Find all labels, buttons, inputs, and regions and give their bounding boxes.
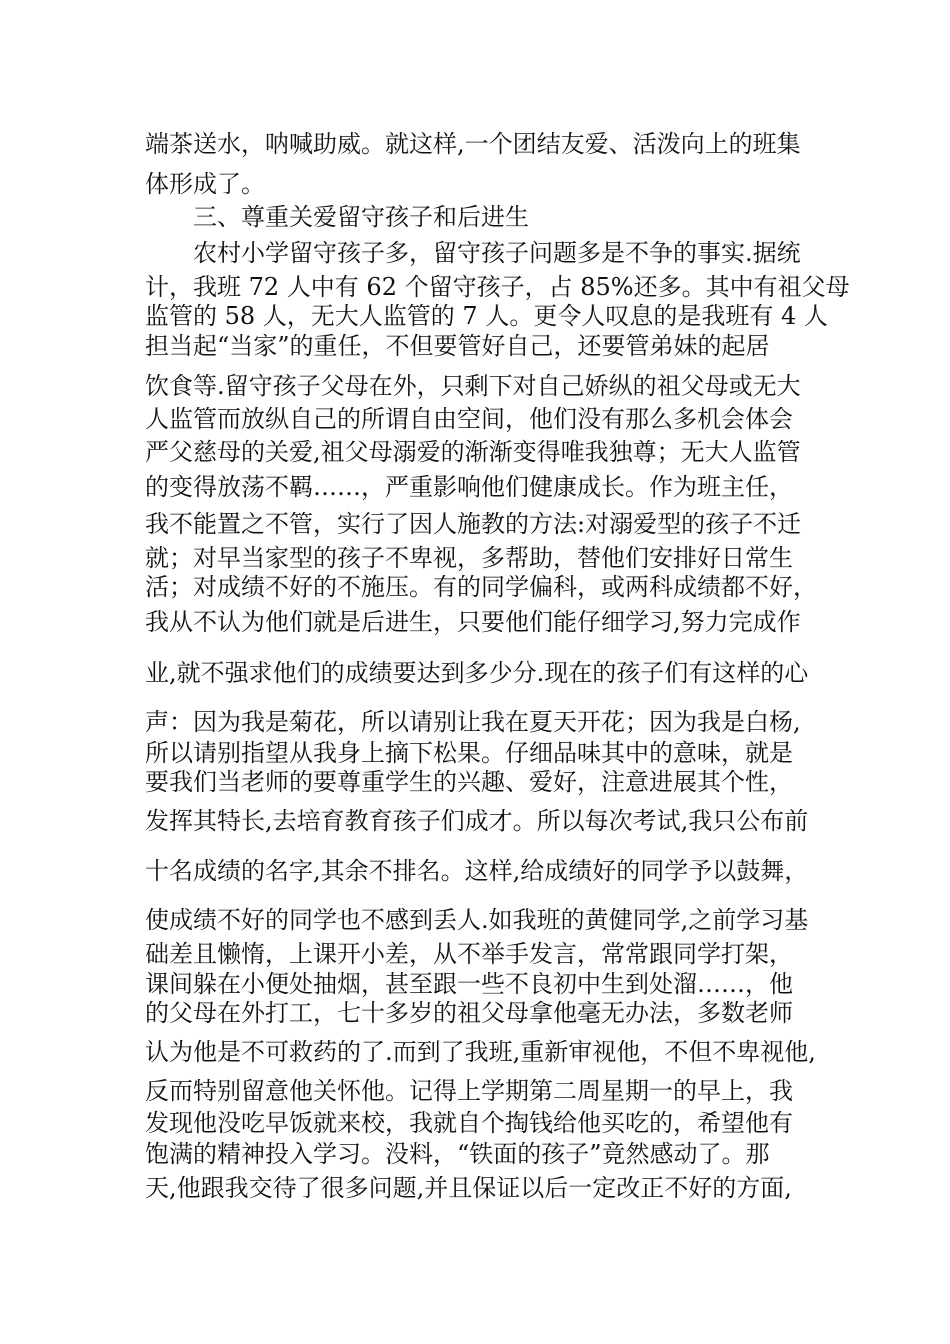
text-line: 活；对成绩不好的不施压。有的同学偏科，或两科成绩都不好， xyxy=(145,573,817,601)
text-line: 监管的 58 人，无大人监管的 7 人。更令人叹息的是我班有 4 人 xyxy=(145,302,828,330)
text-line: 的父母在外打工，七十多岁的祖父母拿他毫无办法，多数老师 xyxy=(145,999,793,1027)
section-heading: 三、尊重关爱留守孩子和后进生 xyxy=(193,203,529,231)
text-line: 饱满的精神投入学习。没料，“铁面的孩子”竟然感动了。那 xyxy=(145,1140,770,1168)
text-line: 所以请别指望从我身上摘下松果。仔细品味其中的意味，就是 xyxy=(145,739,793,767)
text-line: 严父慈母的关爱,祖父母溺爱的渐渐变得唯我独尊；无大人监管 xyxy=(145,438,801,466)
text-line: 发现他没吃早饭就来校，我就自个掏钱给他买吃的，希望他有 xyxy=(145,1109,793,1137)
text-line: 课间躲在小便处抽烟，甚至跟一些不良初中生到处溜……，他 xyxy=(145,970,793,998)
text-line: 础差且懒惰，上课开小差，从不举手发言，常常跟同学打架， xyxy=(145,940,793,968)
text-line: 要我们当老师的要尊重学生的兴趣、爱好，注意进展其个性， xyxy=(145,768,793,796)
text-line: 我从不认为他们就是后进生，只要他们能仔细学习,努力完成作 xyxy=(145,608,801,636)
text-line: 人监管而放纵自己的所谓自由空间，他们没有那么多机会体会 xyxy=(145,405,793,433)
text-line: 农村小学留守孩子多，留守孩子问题多是不争的事实.据统 xyxy=(193,239,801,267)
text-line: 担当起“当家”的重任，不但要管好自己，还要管弟妹的起居 xyxy=(145,332,770,360)
text-line: 天,他跟我交待了很多问题,并且保证以后一定改正不好的方面, xyxy=(145,1174,792,1202)
text-line: 十名成绩的名字,其余不排名。这样,给成绩好的同学予以鼓舞， xyxy=(145,857,809,885)
text-line: 计，我班 72 人中有 62 个留守孩子，占 85%还多。其中有祖父母 xyxy=(145,273,850,301)
text-line: 使成绩不好的同学也不感到丢人.如我班的黄健同学,之前学习基 xyxy=(145,906,809,934)
text-line: 端茶送水，呐喊助威。就这样,一个团结友爱、活泼向上的班集 xyxy=(145,130,801,158)
text-line: 我不能置之不管，实行了因人施教的方法:对溺爱型的孩子不迁 xyxy=(145,510,802,538)
text-line: 饮食等.留守孩子父母在外，只剩下对自己娇纵的祖父母或无大 xyxy=(145,372,801,400)
text-line: 就；对早当家型的孩子不卑视，多帮助，替他们安排好日常生 xyxy=(145,544,793,572)
text-line: 声：因为我是菊花，所以请别让我在夏天开花；因为我是白杨, xyxy=(145,708,801,736)
text-line: 发挥其特长,去培育教育孩子们成才。所以每次考试,我只公布前 xyxy=(145,807,809,835)
text-line: 认为他是不可救药的了.而到了我班,重新审视他，不但不卑视他, xyxy=(145,1038,816,1066)
text-line: 的变得放荡不羁……，严重影响他们健康成长。作为班主任， xyxy=(145,473,793,501)
text-line: 反而特别留意他关怀他。记得上学期第二周星期一的早上，我 xyxy=(145,1077,793,1105)
text-line: 业,就不强求他们的成绩要达到多少分.现在的孩子们有这样的心 xyxy=(145,659,809,687)
text-line: 体形成了。 xyxy=(145,170,265,198)
